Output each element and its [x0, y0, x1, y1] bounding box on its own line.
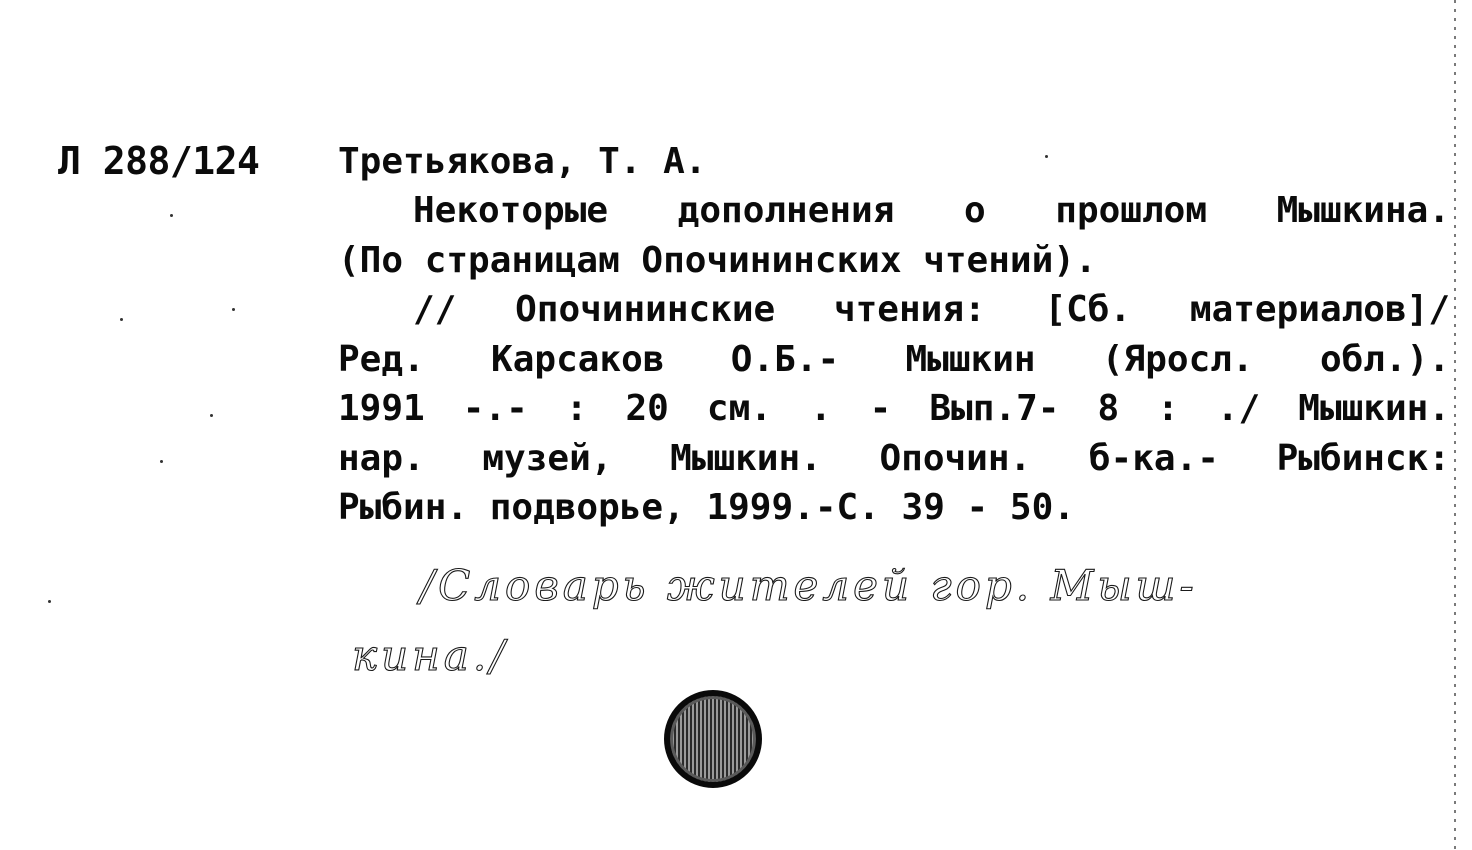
title-continuation-line: (По страницам Опочининских чтений).	[338, 240, 1097, 281]
scan-speck	[170, 214, 173, 217]
scan-speck	[1045, 155, 1048, 158]
publisher-line: нар. музей, Мышкин. Опочин. б-ка.- Рыбинск:	[338, 438, 1450, 479]
editor-line: Ред. Карсаков О.Б.- Мышкин (Яросл. обл.).	[338, 339, 1450, 380]
pages-line: Рыбин. подворье, 1999.-С. 39 - 50.	[338, 487, 1075, 528]
source-line: // Опочининские чтения: [Сб. материалов]/	[413, 289, 1450, 330]
scan-speck	[232, 308, 235, 311]
handwritten-note-line1: /Словарь жителей гор. Мыш-	[420, 561, 1198, 610]
title-line: Некоторые дополнения о прошлом Мышкина.	[413, 190, 1450, 231]
scan-speck	[48, 600, 51, 603]
handwritten-note-line2: кина./	[352, 631, 509, 680]
punch-hole	[664, 690, 762, 788]
publication-line: 1991 -.- : 20 см. . - Вып.7- 8 : ./ Мышкин.	[338, 388, 1450, 429]
shelfmark: Л 288/124	[58, 139, 260, 183]
scan-speck	[120, 318, 123, 321]
scan-speck	[160, 460, 163, 463]
card-edge	[1454, 0, 1456, 850]
author-line: Третьякова, Т. А.	[338, 141, 707, 182]
scan-speck	[210, 414, 213, 417]
